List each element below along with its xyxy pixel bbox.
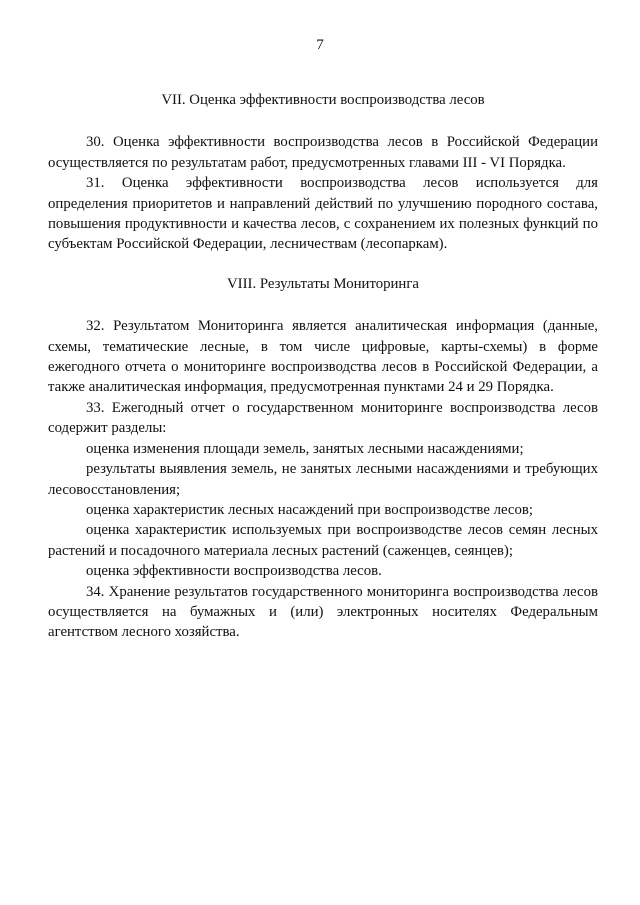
list-item-efficiency-assessment: оценка эффективности воспроизводства лесов. <box>86 563 382 580</box>
paragraph-32: 32. Результатом Мониторинга является аналитическая информация (данные, схемы, тематические лесные, в том числе цифровые, карты-схемы) в форме ежегодного отчета о мониторинге воспроизводства лесов в Российской Федерации, а также аналитическая информация, предусмотренная пунктами 24 и 29 Порядка. <box>48 318 598 396</box>
list-item-seed-and-seedling-characteristics: оценка характеристик используемых при воспроизводстве лесов семян лесных растений и посадочного материала лесных растений (саженцев, сеянцев); <box>48 522 598 559</box>
document-body <box>48 90 598 643</box>
list-item-land-area: оценка изменения площади земель, занятых лесными насаждениями; <box>86 440 524 457</box>
section-heading-vii: VII. Оценка эффективности воспроизводства лесов <box>161 92 485 108</box>
list-item-reforestation-needs: результаты выявления земель, не занятых лесными насаждениями и требующих лесовосстановления; <box>48 461 598 498</box>
list-item-plantation-characteristics: оценка характеристик лесных насаждений при воспроизводстве лесов; <box>86 501 533 518</box>
paragraph-31: 31. Оценка эффективности воспроизводства лесов используется для определения приоритетов и направлений действий по улучшению породного состава, повышения продуктивности и качества лесов, с сохранением их полезных функций по субъектам Российской Федерации, лесничествам (лесопаркам). <box>48 175 598 253</box>
paragraph-34: 34. Хранение результатов государственного мониторинга воспроизводства лесов осуществляется на бумажных и (или) электронных носителях Федеральным агентством лесного хозяйства. <box>48 583 598 641</box>
paragraph-33: 33. Ежегодный отчет о государственном мониторинге воспроизводства лесов содержит разделы: <box>48 399 598 437</box>
section-heading-viii: VIII. Результаты Мониторинга <box>226 275 419 292</box>
paragraph-30: 30. Оценка эффективности воспроизводства лесов в Российской Федерации осуществляется по результатам работ, предусмотренных главами III - VI Порядка. <box>48 134 598 171</box>
page-number: 7 <box>316 37 324 53</box>
